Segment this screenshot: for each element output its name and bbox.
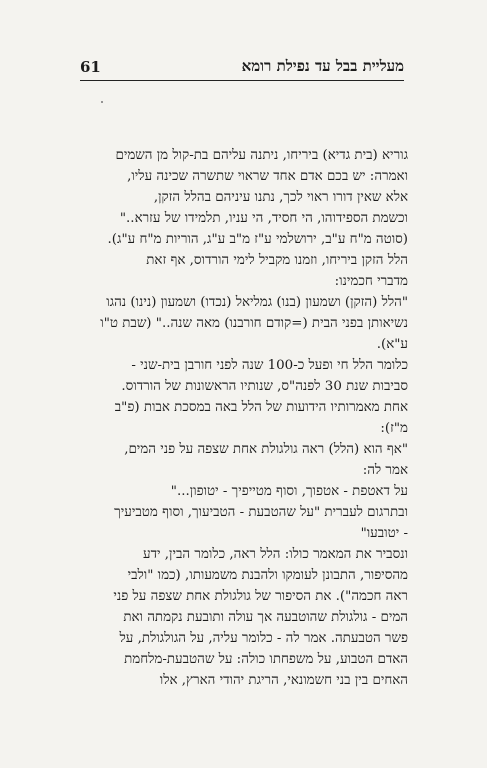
text-line: אמר לה: — [362, 463, 408, 478]
text-line: נשיאותן בפני הבית (=קודם חורבנו) מאה שנה.." (שבת ט"ו — [100, 316, 408, 331]
page-number: 61 — [80, 58, 101, 76]
text-line: ונסביר את המאמר כולו: הלל ראה, כלומר הבין, ידע — [143, 547, 408, 562]
text-line: ואמרה: יש בכם אדם אחד שראוי שתשרה שכינה עליו, — [127, 169, 408, 184]
text-line: אלא שאין דורו ראוי לכך, נתנו עיניהם בהלל הזקן, — [153, 190, 408, 205]
page-header — [80, 50, 404, 76]
text-line: ראה חכמה"). את הסיפור של גולגולת אחת שצפה על פני — [113, 589, 408, 604]
text-line: ע"א). — [376, 337, 408, 352]
header-divider — [80, 80, 404, 81]
text-line: אחת מאמרותיו הידועות של הלל באה במסכת אבות (פ"ב — [114, 400, 408, 415]
text-line: ובתרגום לעברית "על שהטבעת - הטביעוך, וסוף מטביעיך — [114, 505, 408, 520]
text-line: מהסיפור, התבונן לעומקו ולהבנת משמעותו, (כמו "ולבי — [127, 568, 408, 583]
text-line: וכשמת הספידוהו, הי חסיד, הי עניו, תלמידו של עזרא.." — [119, 211, 408, 226]
text-line: - יטובעו" — [360, 526, 408, 541]
scan-speck — [101, 101, 103, 103]
running-title: מעליית בבל עד נפילת רומא — [241, 57, 404, 75]
text-line: הלל הזקן ביריחו, וזמנו מקביל לימי הורדוס, אף זאת — [146, 253, 408, 268]
text-line: (סוטה מ"ח ע"ב, ירושלמי ע"ז מ"ב ע"ג, הוריות מ"ח ע"ג). — [107, 232, 408, 247]
text-line: כלומר הלל חי ופעל כ-100 שנה לפני חורבן בית-שני - — [131, 358, 408, 373]
text-line: האדם הטבוע, על משפחתו כולה: על שהטבעת-מלחמת — [124, 652, 408, 667]
text-line: סביבות שנת 30 לפנה"ס, שנותיו הראשונות של הורדוס. — [121, 379, 408, 394]
text-line: "הלל (הזקן) ושמעון (בנו) גמליאל (נכדו) ושמעון (נינו) נהגו — [106, 295, 408, 310]
text-line: מ"ז): — [380, 421, 408, 436]
text-line: על דאטפת - אטפוך, וסוף מטייפיך - יטופון..." — [170, 484, 408, 499]
text-line: מדברי חכמינו: — [334, 274, 408, 289]
text-line: פשר הטבעתה. אמר לה - כלומר עליה, על הגולגולת, על — [119, 631, 408, 646]
text-line: המים - גולגולת שהוטבעה אך עולה ותובעת נקמתה ואת — [123, 610, 408, 625]
text-line: האחים בין בני חשמונאי, הריגת יהודי הארץ, אלו — [159, 673, 408, 688]
text-line: "אף הוא (הלל) ראה גולגולת אחת שצפה על פני המים, — [124, 442, 408, 457]
body-text — [78, 145, 408, 691]
text-line: גוריא (בית גדיא) ביריחו, ניתנה עליהם בת-קול מן השמים — [115, 148, 408, 163]
